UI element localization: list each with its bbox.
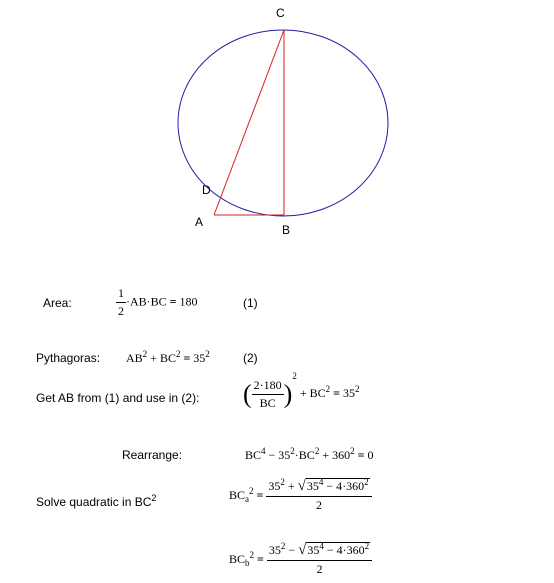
pyth-plus: + BC [147, 351, 176, 365]
bcb-r1p: 4 [319, 541, 324, 551]
bca-sub: a [245, 494, 250, 504]
rearrange-label: Rearrange: [122, 448, 183, 462]
bcb-equation [229, 542, 372, 577]
area-equals: = [169, 294, 177, 309]
bcb-minus: − [285, 543, 299, 557]
area-half-num: 1 [116, 286, 126, 303]
substitution-label: Get AB from (1) and use in (2): [36, 391, 200, 405]
rear-p2: 2 [290, 446, 295, 456]
bcb-pow: 2 [249, 550, 255, 560]
point-label-B: B [282, 223, 291, 237]
bca-r2: − 4·360 [323, 479, 365, 493]
pyth-ab: AB [126, 351, 143, 365]
geometry-diagram [0, 0, 554, 250]
rear-zero: 0 [364, 448, 374, 462]
rear-bc: BC [245, 448, 262, 462]
rear-dot: ·BC [294, 448, 315, 462]
bcb-r1: 35 [307, 543, 320, 557]
pyth-equals: = [183, 351, 191, 365]
bcb-r2: − 4·360 [323, 543, 365, 557]
area-label: Area: [43, 296, 72, 310]
bca-n1p: 2 [280, 477, 285, 487]
bcb-r2p: 2 [364, 541, 370, 551]
point-label-C: C [276, 6, 285, 20]
sub-pow: 2 [292, 371, 297, 381]
bca-denominator: 2 [316, 498, 322, 512]
pythagoras-equation [126, 351, 210, 366]
rear-equals: = [357, 448, 365, 462]
bca-equals: = [256, 488, 264, 502]
rear-p4: 4 [261, 446, 266, 456]
area-tag: (1) [243, 296, 258, 310]
bca-r2p: 2 [364, 477, 369, 487]
bcb-n1p: 2 [280, 541, 286, 551]
pyth-pow: 2 [142, 349, 148, 359]
bcb-n1: 35 [268, 543, 281, 557]
bcb-lhs [229, 552, 267, 566]
pyth-pow2: 2 [175, 349, 181, 359]
bca-r1p: 4 [318, 477, 324, 487]
bca-n1: 35 [268, 479, 281, 493]
rear-p2c: 2 [350, 446, 355, 456]
pythagoras-tag: (2) [243, 351, 258, 365]
pyth-rhs: 35 [190, 351, 206, 365]
rearrange-equation [245, 448, 373, 463]
bcb-denominator: 2 [316, 562, 323, 576]
bcb-sub: b [245, 558, 250, 568]
bcb-equals: = [257, 552, 264, 566]
bca-pow: 2 [249, 486, 254, 496]
solve-text: Solve quadratic in BC [36, 495, 152, 509]
sub-pow3: 2 [354, 384, 360, 394]
area-half-den: 2 [118, 304, 124, 318]
point-label-A: A [195, 215, 204, 229]
bcb-numerator: $35^2 - √35^4 - 4\cdot 360^2$ [267, 542, 372, 561]
solve-pow: 2 [151, 493, 157, 503]
bca-lhs [229, 488, 266, 502]
bca-equation [229, 478, 372, 513]
area-equation [116, 286, 198, 319]
rear-p2b: 2 [314, 446, 320, 456]
segment-AC [214, 30, 284, 215]
point-label-D: D [202, 183, 211, 197]
sub-num: 2·180 [252, 378, 284, 395]
bca-base: BC [229, 488, 246, 502]
bca-r1: 35 [306, 479, 319, 493]
sub-rest: + BC [299, 386, 326, 400]
sub-pow2: 2 [325, 384, 331, 394]
area-expr: ·AB·BC [126, 294, 167, 309]
sub-rhs: 35 [339, 386, 355, 400]
bca-plus: + [284, 479, 298, 493]
area-value: 180 [179, 294, 198, 309]
solve-label [36, 495, 156, 509]
pythagoras-label: Pythagoras: [36, 351, 101, 365]
sub-den: BC [259, 395, 276, 410]
sub-equals: = [333, 386, 340, 400]
rear-minus: − 35 [265, 448, 291, 462]
rear-plus: + 360 [319, 448, 351, 462]
bca-numerator: $35^2 + √35^4 - 4\cdot 360^2$ [266, 478, 371, 497]
bcb-base: BC [229, 552, 246, 566]
pyth-pow3: 2 [205, 349, 210, 359]
substitution-equation: ( $\frac{2\cdot 180}{BC}$ )$^2 + BC^2 = 35^2$ [243, 371, 360, 410]
